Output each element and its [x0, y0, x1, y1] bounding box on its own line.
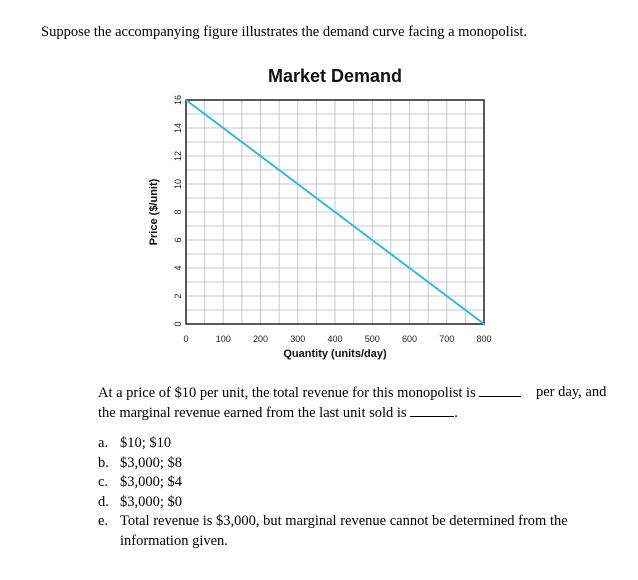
x-tick-label: 0: [183, 334, 189, 344]
chart-title: Market Demand: [267, 66, 403, 86]
option-e[interactable]: [98, 512, 606, 551]
y-tick-labels: [173, 95, 183, 327]
y-tick-label: 14: [173, 122, 183, 134]
answer-blank-2: [410, 403, 454, 417]
x-tick-label: 500: [364, 334, 380, 344]
option-a[interactable]: [98, 434, 606, 454]
y-tick-label: 2: [173, 293, 183, 299]
question-intro: Suppose the accompanying figure illustrates the demand curve facing a monopolist.: [41, 24, 528, 40]
answer-options: [98, 434, 606, 551]
question-line-2-end: .: [454, 405, 458, 421]
answer-blank-1: [479, 383, 521, 397]
question-line-2-text: the marginal revenue earned from the last unit sold is: [98, 405, 407, 421]
option-letter: b.: [98, 454, 109, 471]
question-line-2: [98, 403, 618, 423]
x-tick-label: 600: [401, 334, 418, 344]
x-tick-label: 100: [215, 334, 231, 344]
question-text: [98, 383, 618, 423]
x-tick-label: 400: [327, 334, 343, 344]
y-tick-label: 4: [173, 265, 183, 271]
x-tick-label: 700: [439, 334, 455, 344]
option-b[interactable]: [98, 454, 606, 474]
option-letter: e.: [98, 513, 109, 529]
option-text: $3,000; $4: [120, 474, 183, 490]
option-letter: d.: [98, 493, 109, 510]
option-text: $10; $10: [120, 435, 172, 451]
y-tick-label: 6: [173, 237, 183, 243]
option-text: $3,000; $8: [120, 454, 183, 471]
y-axis-label: Price ($/unit): [148, 178, 160, 246]
x-tick-label: 800: [476, 334, 492, 344]
x-tick-label: 200: [252, 334, 269, 344]
y-tick-label: 0: [173, 321, 183, 327]
y-tick-label: 12: [173, 150, 183, 162]
x-tick-labels: [183, 334, 491, 344]
y-tick-label: 8: [173, 209, 183, 215]
option-text: $3,000; $0: [120, 493, 183, 510]
x-tick-label: 300: [290, 334, 306, 344]
question-line-1-tail: per day, and: [536, 384, 607, 400]
option-text: Total revenue is $3,000, but marginal revenue cannot be determined from the information given.: [120, 513, 568, 549]
y-tick-label: 10: [173, 178, 183, 190]
option-letter: a.: [98, 435, 109, 451]
option-d[interactable]: [98, 493, 606, 513]
x-axis-label: Quantity (units/day): [283, 348, 387, 360]
option-letter: c.: [98, 474, 109, 490]
question-line-1-text: At a price of $10 per unit, the total revenue for this monopolist is: [98, 385, 476, 401]
question-line-1: [98, 383, 618, 403]
option-c[interactable]: [98, 473, 606, 493]
y-tick-label: 16: [173, 94, 183, 106]
